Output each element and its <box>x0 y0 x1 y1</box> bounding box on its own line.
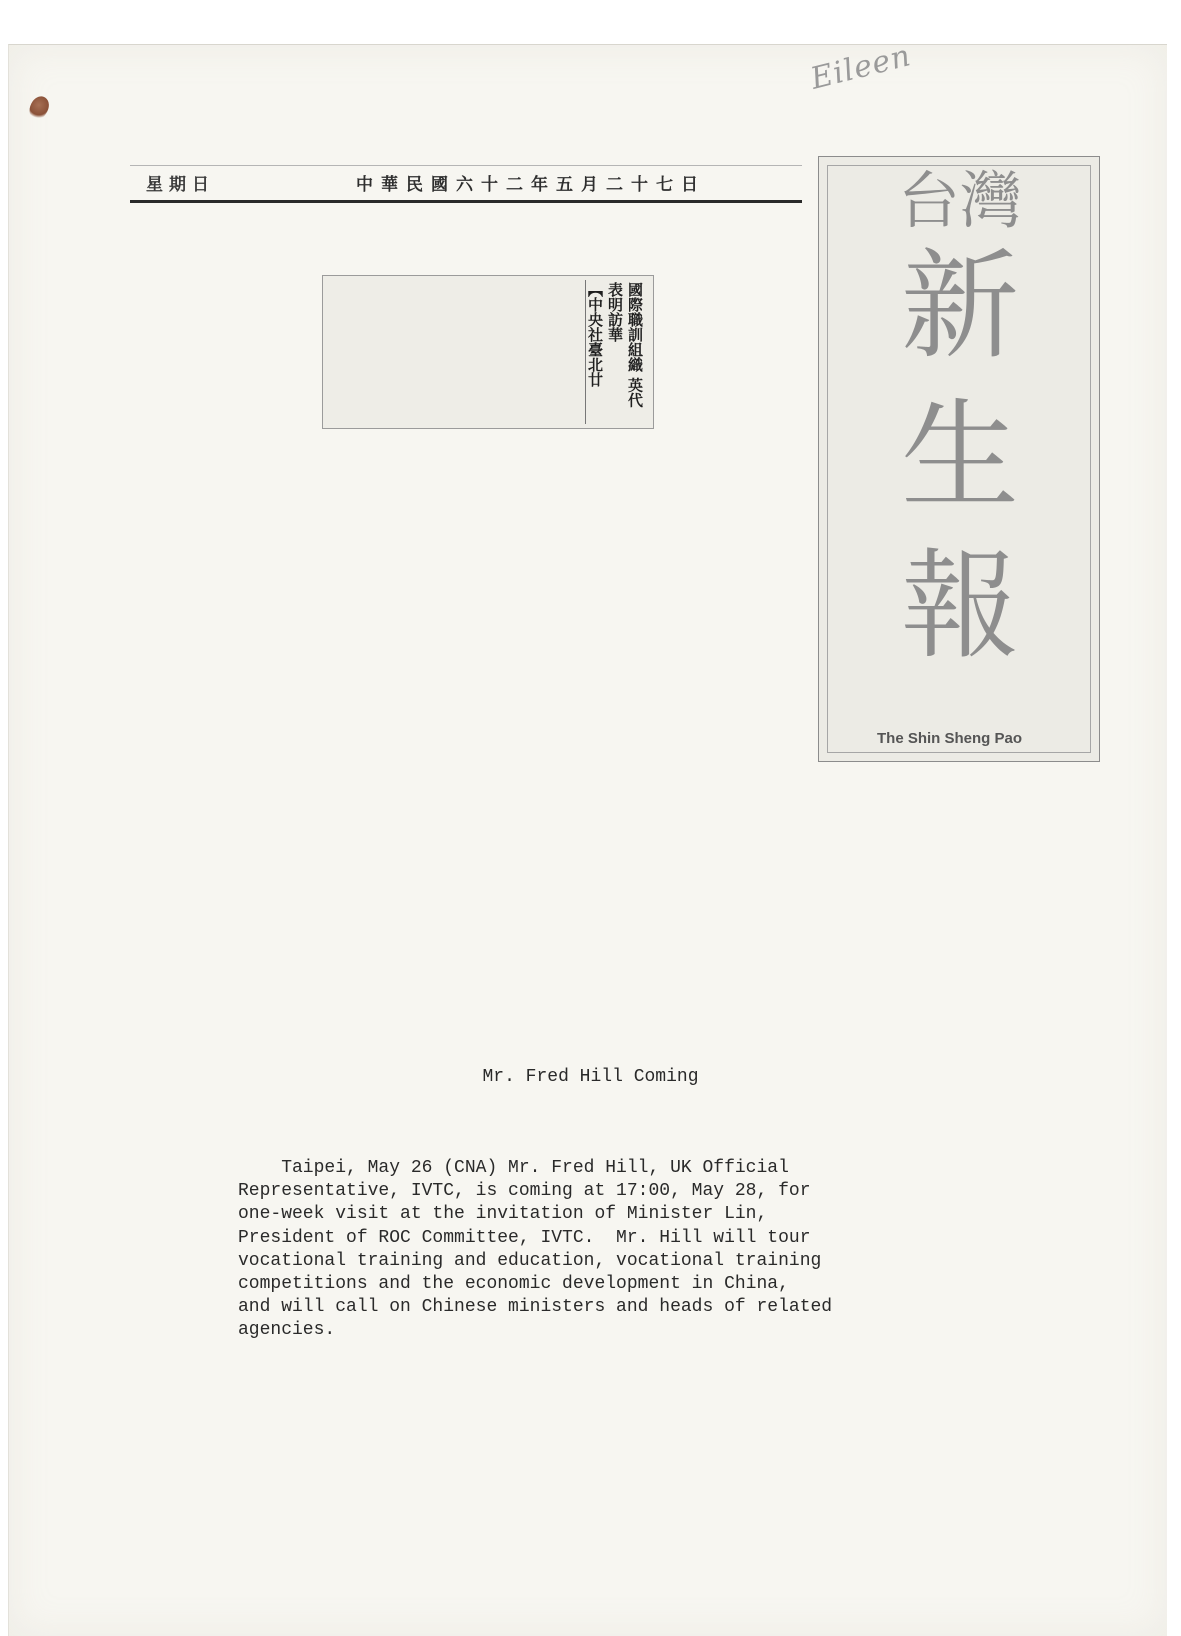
clipping-dateline-text: 【中央社臺北廿 <box>586 282 604 387</box>
dateline-date: 中華民國六十二年五月二十七日 <box>356 175 706 195</box>
article-line: one-week visit at the invitation of Minister Lin, <box>238 1204 768 1225</box>
article-line: vocational training and education, vocational training <box>238 1250 822 1271</box>
article-line: competitions and the economic development in China, <box>238 1274 789 1295</box>
masthead-title-small: 台灣 <box>897 164 1022 237</box>
masthead-english-name: The Shin Sheng Pao <box>877 730 1023 747</box>
newspaper-dateline <box>130 165 802 203</box>
newspaper-masthead <box>818 156 1100 762</box>
clipping-headline-text: 國際職訓組織 英代表明訪華 <box>606 282 644 408</box>
article-line: agencies. <box>238 1320 336 1341</box>
article-line: Taipei, May 26 (CNA) Mr. Fred Hill, UK Official <box>238 1158 789 1178</box>
masthead-title-main: 新生報 <box>900 237 1019 675</box>
dateline-weekday: 星期日 <box>146 175 215 195</box>
article-body <box>238 1157 958 1343</box>
article-title: Mr. Fred Hill Coming <box>482 1067 699 1087</box>
clipping-body <box>329 282 579 420</box>
article-line: and will call on Chinese ministers and heads of related <box>238 1297 833 1318</box>
handwritten-note: Eileen <box>807 38 915 97</box>
masthead-title <box>865 164 1055 681</box>
clipping-divider <box>585 280 586 424</box>
clipping-headline <box>585 282 645 422</box>
news-clipping <box>322 275 654 429</box>
article-line: President of ROC Committee, IVTC. Mr. Hill will tour <box>238 1227 811 1248</box>
article-line: Representative, IVTC, is coming at 17:00, May 28, for <box>238 1181 811 1202</box>
